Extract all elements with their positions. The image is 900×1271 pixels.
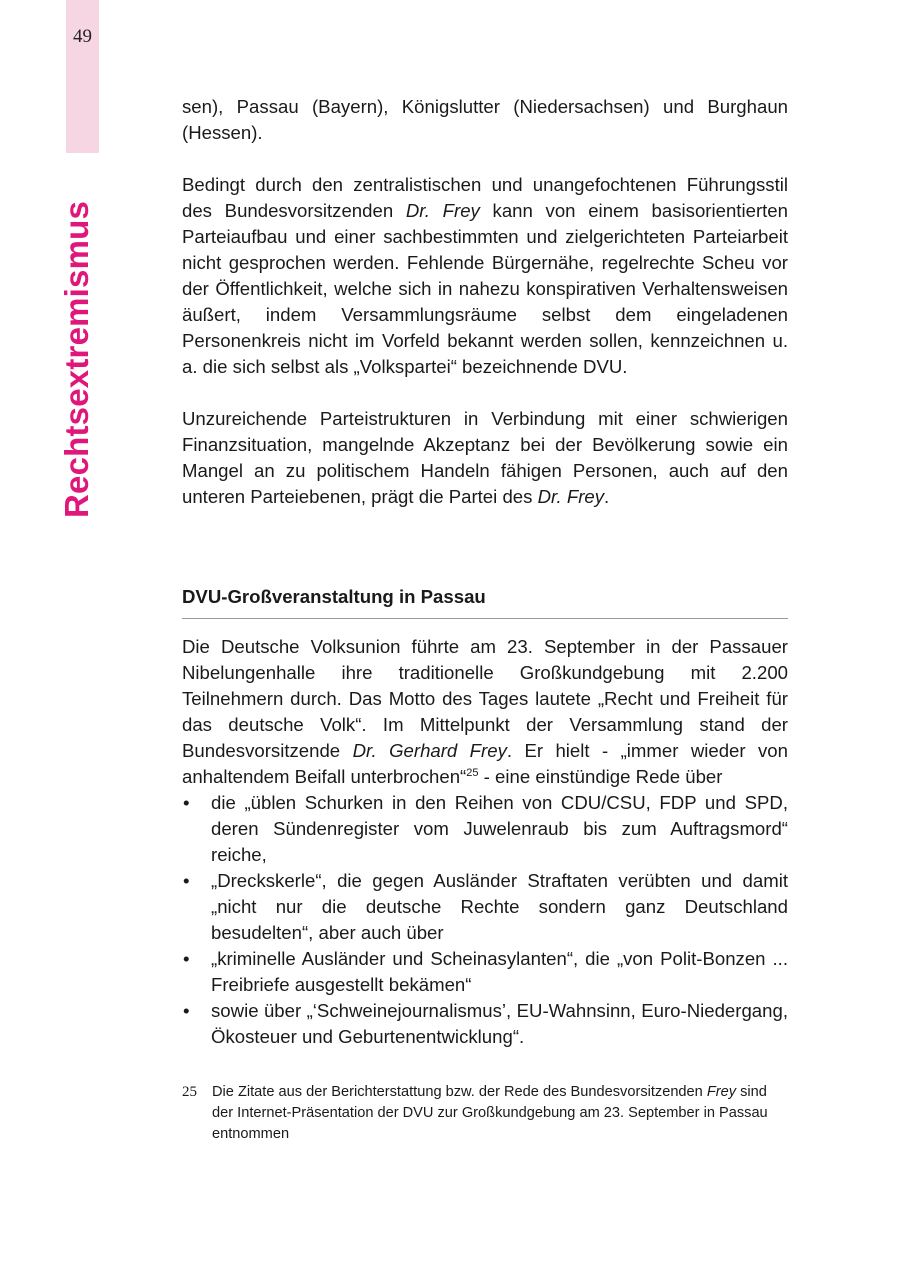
list-item: • „kriminelle Ausländer und Scheinasylanten“, die „von Polit-Bonzen ... Freibriefe ausgestellt bekämen“ bbox=[183, 948, 788, 995]
person-name: Dr. Frey bbox=[405, 200, 480, 221]
page-tab-marker bbox=[66, 0, 99, 153]
bullet-icon: • bbox=[183, 948, 190, 969]
footnote-number: 25 bbox=[182, 1084, 197, 1100]
bullet-icon: • bbox=[183, 792, 190, 813]
footnote bbox=[182, 1082, 788, 1145]
main-text bbox=[182, 94, 788, 510]
section-body bbox=[182, 634, 788, 1050]
person-name: Dr. Frey bbox=[537, 486, 605, 507]
footnote-text: Die Zitate aus der Berichterstattung bzw. der Rede des Bundesvorsitzenden Frey sind der Internet-Präsentation der DVU zur Großkundgebung am 23. September in Passau entnommen bbox=[212, 1084, 768, 1142]
chapter-side-title: Rechtsextremismus bbox=[58, 200, 95, 518]
section-paragraph: Die Deutsche Volksunion führte am 23. September in der Passauer Nibelungenhalle ihre traditionelle Großkundgebung mit 2.200 Teilnehmern durch. Das Motto des Tages lautete „Recht und Freiheit für das deutsche Volk“. Im Mittelpunkt der Versammlung stand der Bundesvorsitzende Dr. Gerhard Frey. Er hielt - „immer wieder von anhaltendem Beifall unterbrochen“$^{25}$ - eine einstündige Rede über bbox=[182, 636, 788, 787]
person-name: Frey bbox=[706, 1084, 737, 1100]
bullet-icon: • bbox=[183, 1000, 190, 1021]
paragraph-3: Unzureichende Parteistrukturen in Verbindung mit einer schwierigen Finanzsituation, mangelnde Akzeptanz bei der Bevölkerung sowie ein Mangel an zu politischem Handeln fähigen Personen, auch auf den unteren Parteiebenen, prägt die Partei des Dr. Frey. bbox=[182, 408, 788, 507]
footnote-reference[interactable]: 25 bbox=[466, 767, 479, 779]
paragraph-2: Bedingt durch den zentralistischen und unangefochtenen Führungsstil des Bundesvorsitzenden Dr. Frey kann von einem basisorientierten Parteiaufbau und einer sachbestimmten und zielgerichteten Parteiarbeit nicht gesprochen werden. Fehlende Bürgernähe, regelrechte Scheu vor der Öffentlichkeit, welche sich in nahezu konspirativen Verhaltensweisen äußert, indem Versammlungsräume selbst dem eingeladenen Personenkreis nicht im Vorfeld bekannt werden sollen, kennzeichnen u. a. die sich selbst als „Volkspartei“ bezeichnende DVU. bbox=[182, 174, 788, 377]
bullet-icon: • bbox=[183, 870, 190, 891]
paragraph-1: sen), Passau (Bayern), Königslutter (Niedersachsen) und Burghaun (Hessen). bbox=[182, 96, 788, 143]
list-item: • sowie über „‘Schweinejournalismus’, EU-Wahnsinn, Euro-Niedergang, Ökosteuer und Geburtenentwicklung“. bbox=[183, 1000, 788, 1047]
page-number: 49 bbox=[73, 26, 92, 47]
list-item: • die „üblen Schurken in den Reihen von CDU/CSU, FDP und SPD, deren Sündenregister vom Juwelenraub bis zum Auftragsmord“ reiche, bbox=[183, 792, 788, 865]
person-name: Dr. Gerhard Frey bbox=[352, 740, 507, 761]
list-item: • „Dreckskerle“, die gegen Ausländer Straftaten verübten und damit „nicht nur die deutsche Rechte sondern ganz Deutschland besudelten“, aber auch über bbox=[183, 870, 788, 943]
bullet-list bbox=[182, 790, 788, 1050]
section-heading: DVU-Großveranstaltung in Passau bbox=[182, 584, 788, 619]
